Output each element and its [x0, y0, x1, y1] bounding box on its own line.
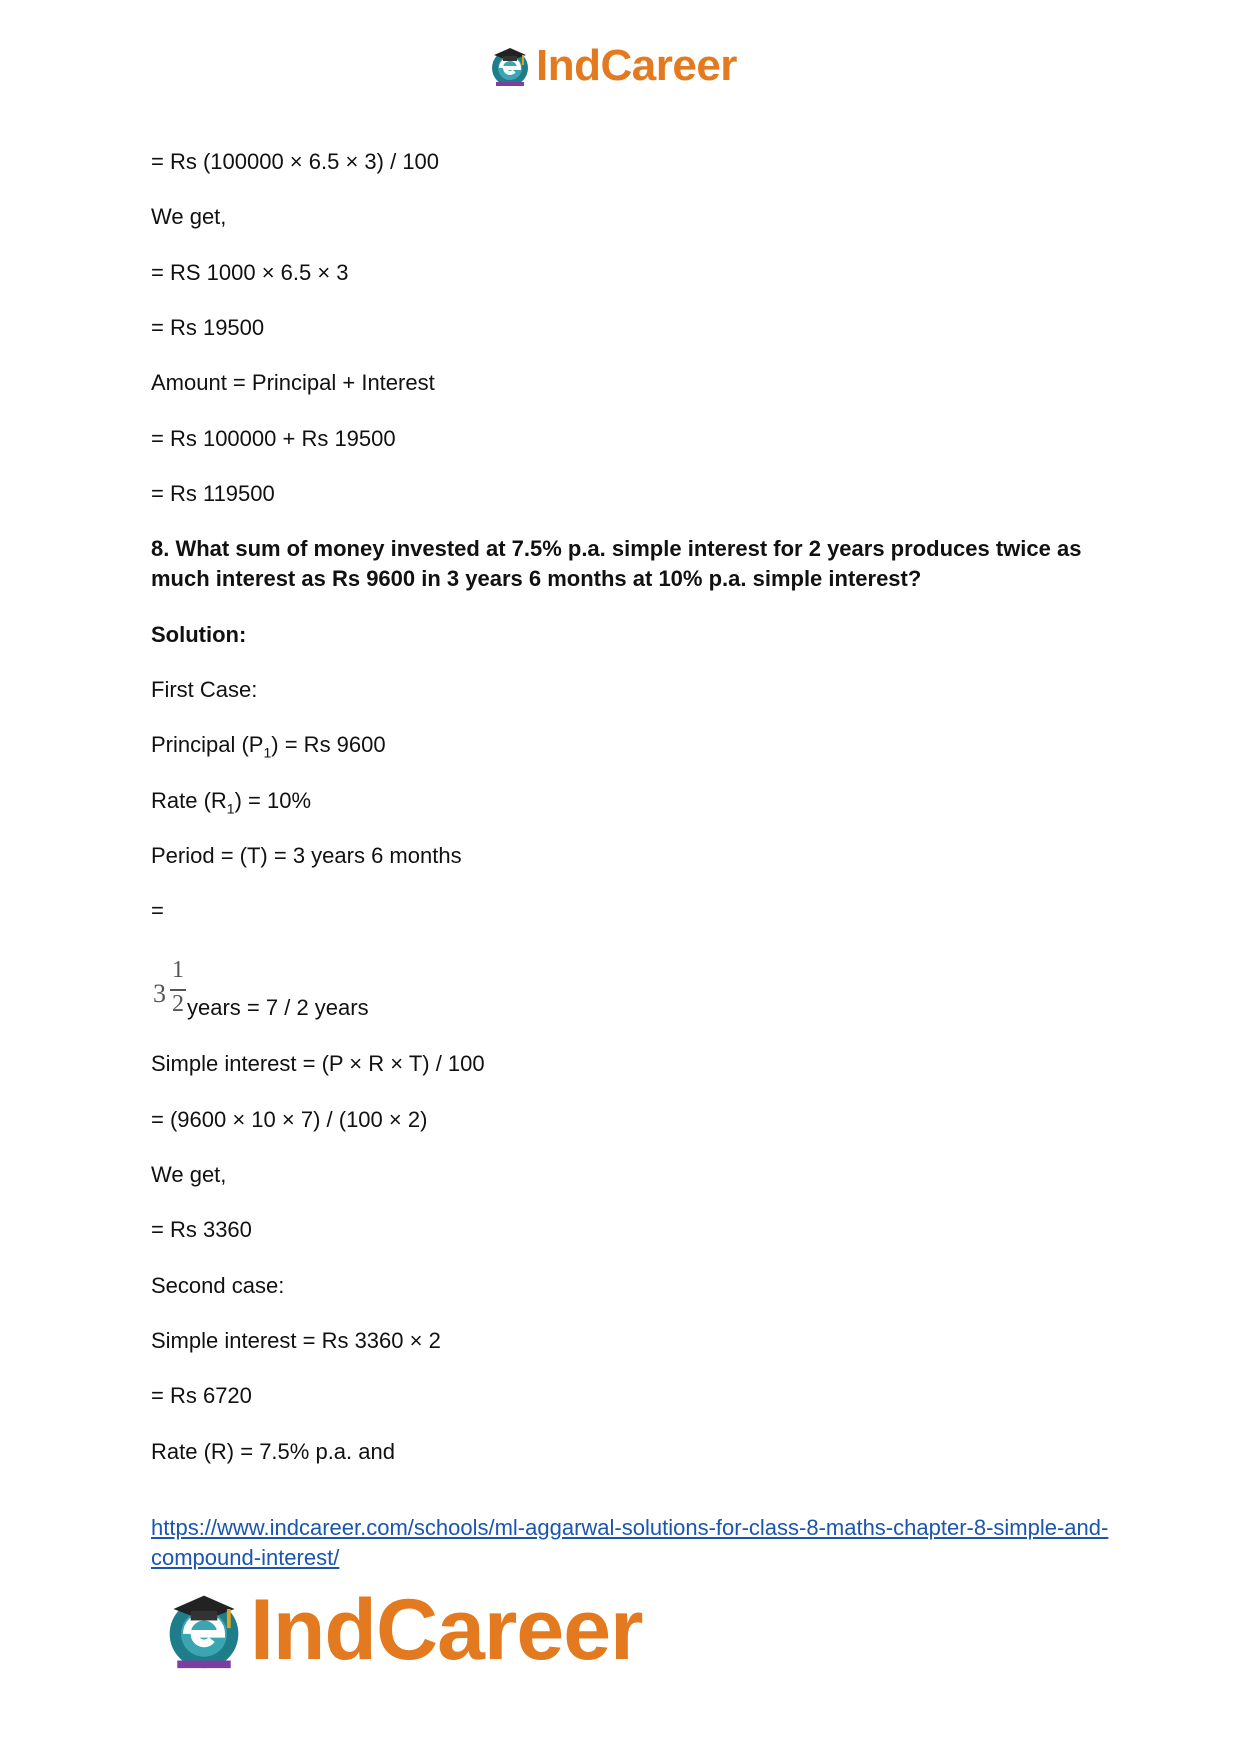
period-line: Period = (T) = 3 years 6 months	[151, 843, 462, 868]
calc-line: = Rs (100000 × 6.5 × 3) / 100	[151, 149, 440, 174]
years-text: years = 7 / 2 years	[187, 995, 369, 1020]
question-text: 8. What sum of money invested at 7.5% p.a. simple interest for 2 years produces twice as much interest as Rs 9600 in 3 years 6 months at 10% p.a. simple interest?	[151, 536, 1082, 591]
equals-line: =	[151, 898, 164, 923]
calc-line: Amount = Principal + Interest	[151, 370, 435, 395]
footer-logo	[162, 1582, 643, 1678]
graduation-globe-icon	[162, 1588, 246, 1672]
calc-line: = Rs 100000 + Rs 19500	[151, 426, 396, 451]
fraction-whole: 3	[153, 979, 166, 1008]
calc-line: We get,	[151, 204, 227, 229]
calc-line: Simple interest = Rs 3360 × 2	[151, 1328, 441, 1353]
fraction-denominator: 2	[172, 991, 184, 1017]
first-case-label: First Case:	[151, 677, 258, 702]
calc-line: = (9600 × 10 × 7) / (100 × 2)	[151, 1107, 428, 1132]
rate-text: Rate (R	[151, 788, 227, 813]
source-link[interactable]: https://www.indcareer.com/schools/ml-aggarwal-solutions-for-class-8-maths-chapter-8-simple-and-compound-interest/	[151, 1515, 1109, 1570]
rate-subscript: 1	[226, 800, 235, 817]
calc-line: = RS 1000 × 6.5 × 3	[151, 260, 349, 285]
calc-line: = Rs 19500	[151, 315, 265, 340]
mixed-fraction	[151, 957, 191, 1027]
calc-line: = Rs 119500	[151, 481, 275, 506]
header-logo	[488, 40, 737, 92]
second-case-label: Second case:	[151, 1273, 285, 1298]
solution-label: Solution:	[151, 622, 247, 647]
principal-value: ) = Rs 9600	[271, 732, 386, 757]
rate-line	[151, 786, 311, 816]
fraction-numerator: 1	[172, 957, 184, 983]
calc-line: Rate (R) = 7.5% p.a. and	[151, 1439, 395, 1464]
graduation-globe-icon	[488, 44, 532, 88]
principal-line	[151, 730, 386, 760]
calc-line: Simple interest = (P × R × T) / 100	[151, 1051, 485, 1076]
logo-wordmark: IndCareer	[250, 1582, 643, 1678]
rate-value: ) = 10%	[234, 788, 312, 813]
principal-subscript: 1	[263, 744, 272, 761]
calc-line: = Rs 6720	[151, 1383, 252, 1408]
logo-wordmark: IndCareer	[536, 41, 737, 90]
calc-line: We get,	[151, 1162, 227, 1187]
principal-text: Principal (P	[151, 732, 264, 757]
calc-line: = Rs 3360	[151, 1217, 252, 1242]
